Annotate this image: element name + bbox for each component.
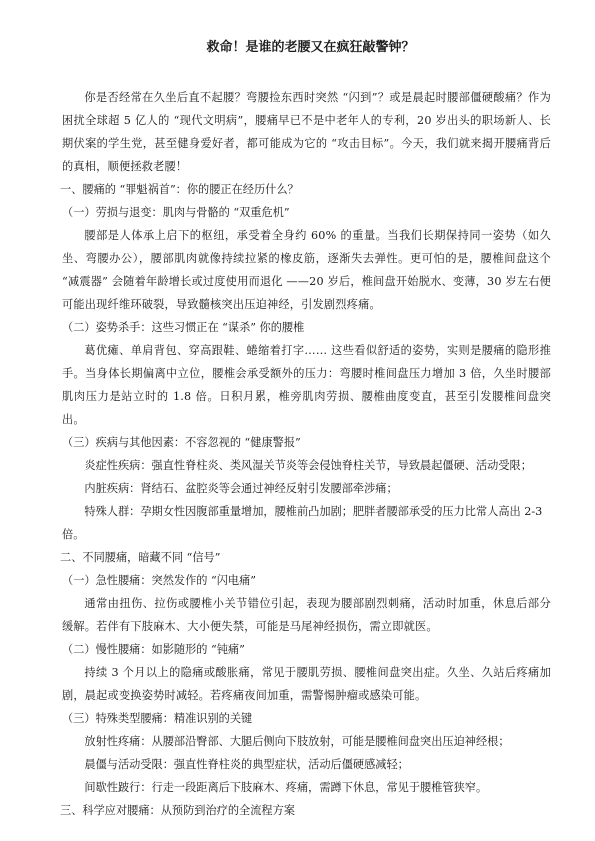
section-2-1-heading: （一）急性腰痛：突然发作的 “闪电痛” [62, 574, 256, 587]
list-item: 炎症性疾病：强直性脊柱炎、类风湿关节炎等会侵蚀脊柱关节，导致晨起僵硬、活动受限； [84, 459, 532, 472]
section-1-1-text: 腰部是人体承上启下的枢纽，承受着全身约 60% 的重量。当我们长期保持同一姿势（如久坐、弯腰办公），腰部肌肉就像持续拉紧的橡皮筋，逐渐失去弹性。更可怕的是，腰椎间盘这个 “减震器” 会随着年龄增长或过度使用而退化 ——20 岁后，椎间盘开始脱水、变薄，30 岁左右便可能出现纤维环破裂，导致髓核突出压迫神经，引发剧烈疼痛。 [62, 229, 551, 311]
list-item: 内脏疾病：肾结石、盆腔炎等会通过神经反射引发腰部牵涉痛； [84, 482, 398, 495]
list-item: 间歇性跛行：行走一段距离后下肢麻木、疼痛，需蹲下休息，常见于腰椎管狭窄。 [84, 781, 488, 794]
document-title: 救命！是谁的老腰又在疯狂敲警钟？ [206, 40, 415, 55]
list-item: 放射性疼痛：从腰部沿臀部、大腿后侧向下肢放射，可能是腰椎间盘突出压迫神经根； [84, 735, 510, 748]
list-item: 晨僵与活动受限：强直性脊柱炎的典型症状，活动后僵硬感减轻； [84, 758, 409, 771]
section-2-1-text: 通常由扭伤、拉伤或腰椎小关节错位引起，表现为腰部剧烈刺痛，活动时加重，休息后部分缓解。若伴有下肢麻木、大小便失禁，可能是马尾神经损伤，需立即就医。 [62, 597, 551, 633]
section-2-heading: 二、不同腰痛，暗藏不同 “信号” [60, 551, 221, 564]
section-1-heading: 一、腰痛的 “罪魁祸首”：你的腰正在经历什么？ [60, 183, 299, 196]
section-1-2-heading: （二）姿势杀手：这些习惯正在 “谋杀” 你的腰椎 [62, 321, 305, 334]
section-3-heading: 三、科学应对腰痛：从预防到治疗的全流程方案 [60, 804, 295, 817]
section-2-3-heading: （三）特殊类型腰痛：精准识别的关键 [62, 712, 253, 725]
section-1-3-heading: （三）疾病与其他因素：不容忽视的 “健康警报” [62, 436, 301, 449]
intro-paragraph: 你是否经常在久坐后直不起腰？弯腰捡东西时突然 “闪到”？或是晨起时腰部僵硬酸痛？作为困扰全球超 5 亿人的 “现代文明病”，腰痛早已不是中老年人的专利，20 岁出头的职场新人、长期伏案的学生党，甚至健身爱好者，都可能成为它的 “攻击目标”。今天，我们就来揭开腰痛背后的真相，顺便拯救老腰！ [62, 91, 551, 173]
section-2-2-heading: （二）慢性腰痛：如影随形的 “钝痛” [62, 643, 245, 656]
section-1-1-heading: （一）劳损与退变：肌肉与骨骼的 “双重危机” [62, 206, 290, 219]
list-item: 特殊人群：孕期女性因腹部重量增加，腰椎前凸加剧；肥胖者腰部承受的压力比常人高出 2-3 倍。 [62, 505, 543, 541]
section-1-2-text: 葛优瘫、单肩背包、穿高跟鞋、蜷缩着打字…… 这些看似舒适的姿势，实则是腰痛的隐形推手。当身体长期偏离中立位，腰椎会承受额外的压力：弯腰时椎间盘压力增加 3 倍，久坐时腰部肌肉压力是站立时的 1.8 倍。日积月累，椎旁肌肉劳损、腰椎曲度变直，甚至引发腰椎间盘突出。 [62, 344, 551, 426]
section-2-2-text: 持续 3 个月以上的隐痛或酸胀痛，常见于腰肌劳损、腰椎间盘突出症。久坐、久站后疼痛加剧，晨起或变换姿势时减轻。若疼痛夜间加重，需警惕肿瘤或感染可能。 [62, 666, 551, 702]
